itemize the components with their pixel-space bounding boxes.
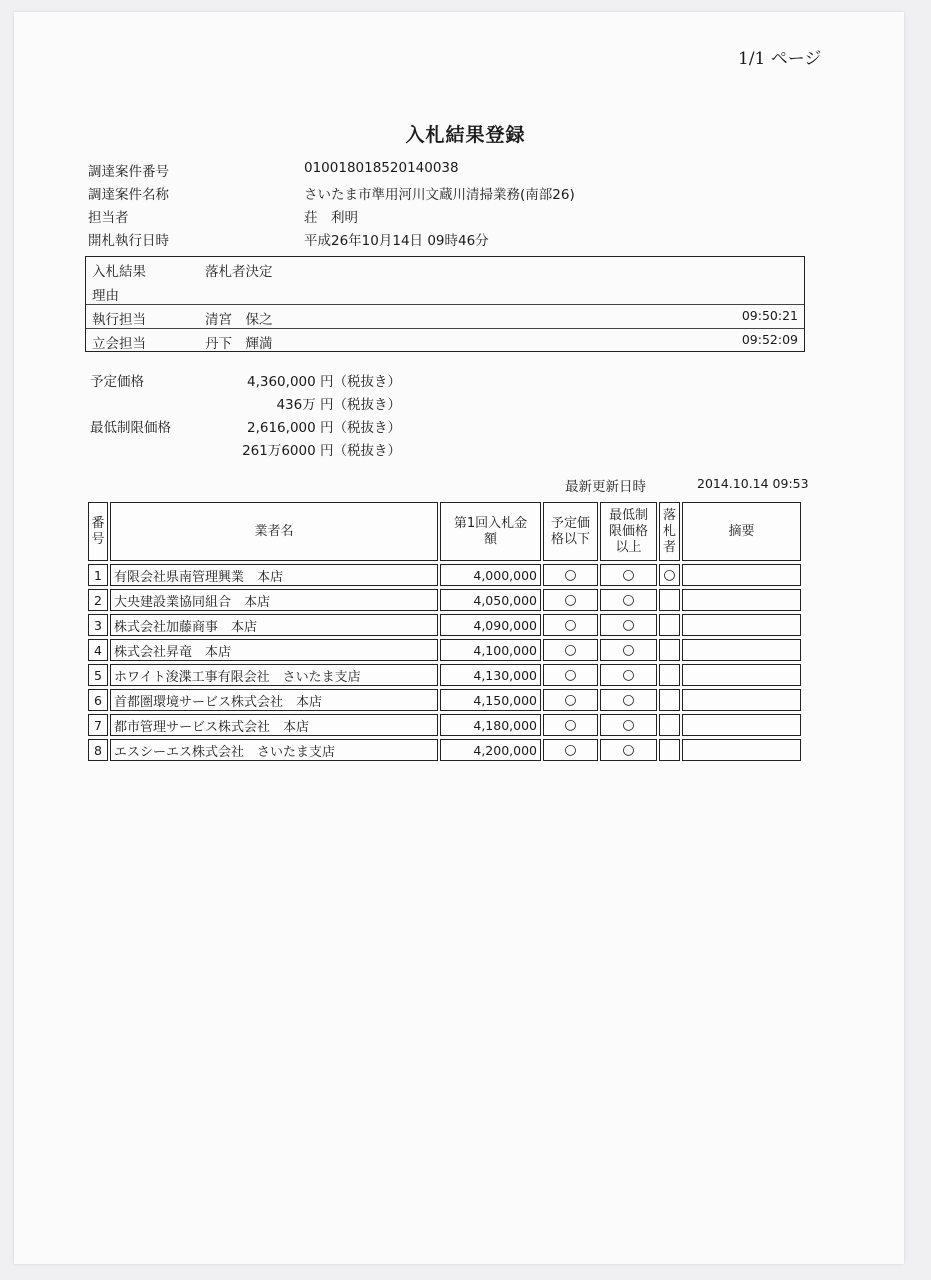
witness-row bbox=[86, 328, 804, 352]
witness-label: 立会担当 bbox=[92, 336, 146, 352]
witness-time: 09:52:09 bbox=[741, 332, 798, 347]
row-remarks-cell bbox=[682, 689, 801, 711]
row-above-minimum-cell: ○ bbox=[600, 589, 657, 611]
header-winner: 落札者 bbox=[659, 502, 680, 561]
procurement-name-label: 調達案件名称 bbox=[88, 187, 169, 203]
header-remarks: 摘要 bbox=[682, 502, 801, 561]
row-above-minimum-cell: ○ bbox=[600, 614, 657, 636]
procurement-number: 010018018520140038 bbox=[304, 160, 459, 176]
row-remarks-cell bbox=[682, 589, 801, 611]
row-company-cell: 株式会社加藤商事 本店 bbox=[110, 614, 438, 636]
row-under-planned-cell: ○ bbox=[543, 639, 598, 661]
row-winner-cell bbox=[659, 714, 680, 736]
planned-price-kanji: 436万 円（税抜き） bbox=[276, 397, 401, 413]
executor-name: 清宮 保之 bbox=[205, 312, 273, 328]
executor-row bbox=[86, 304, 804, 328]
row-remarks-cell bbox=[682, 664, 801, 686]
header-above-minimum: 最低制限価格以上 bbox=[600, 502, 657, 561]
row-amount-cell: 4,050,000 bbox=[440, 589, 541, 611]
row-remarks-cell bbox=[682, 739, 801, 761]
header-number: 番号 bbox=[88, 502, 108, 561]
header-under-planned: 予定価格以下 bbox=[543, 502, 598, 561]
result-row bbox=[86, 257, 804, 280]
row-number-cell: 5 bbox=[88, 664, 108, 686]
result-value: 落札者決定 bbox=[205, 264, 273, 280]
minimum-price-label: 最低制限価格 bbox=[90, 420, 171, 436]
row-above-minimum-cell: ○ bbox=[600, 564, 657, 586]
planned-price: 4,360,000 円（税抜き） bbox=[247, 374, 401, 390]
result-label: 入札結果 bbox=[92, 264, 146, 280]
row-number-cell: 1 bbox=[88, 564, 108, 586]
row-remarks-cell bbox=[682, 714, 801, 736]
row-winner-cell bbox=[659, 639, 680, 661]
row-above-minimum-cell: ○ bbox=[600, 689, 657, 711]
procurement-name: さいたま市準用河川文蔵川清掃業務(南部26) bbox=[304, 187, 575, 203]
row-winner-cell bbox=[659, 664, 680, 686]
row-number-cell: 3 bbox=[88, 614, 108, 636]
person-name: 荘 利明 bbox=[304, 210, 358, 226]
row-number-cell: 2 bbox=[88, 589, 108, 611]
header-company: 業者名 bbox=[110, 502, 438, 561]
row-above-minimum-cell: ○ bbox=[600, 639, 657, 661]
row-amount-cell: 4,100,000 bbox=[440, 639, 541, 661]
row-under-planned-cell: ○ bbox=[543, 664, 598, 686]
row-number-cell: 8 bbox=[88, 739, 108, 761]
row-above-minimum-cell: ○ bbox=[600, 739, 657, 761]
updated-value: 2014.10.14 09:53 bbox=[697, 476, 809, 491]
row-amount-cell: 4,090,000 bbox=[440, 614, 541, 636]
person-label: 担当者 bbox=[88, 210, 129, 226]
row-winner-cell: ○ bbox=[659, 564, 680, 586]
row-amount-cell: 4,150,000 bbox=[440, 689, 541, 711]
opening-datetime: 平成26年10月14日 09時46分 bbox=[304, 233, 489, 249]
row-remarks-cell bbox=[682, 564, 801, 586]
header-amount: 第1回入札金額 bbox=[440, 502, 541, 561]
page-number: 1/1 ページ bbox=[738, 49, 822, 69]
row-company-cell: 首都圏環境サービス株式会社 本店 bbox=[110, 689, 438, 711]
executor-label: 執行担当 bbox=[92, 312, 146, 328]
opening-label: 開札執行日時 bbox=[88, 233, 169, 249]
row-under-planned-cell: ○ bbox=[543, 564, 598, 586]
row-remarks-cell bbox=[682, 639, 801, 661]
row-amount-cell: 4,180,000 bbox=[440, 714, 541, 736]
page-title: 入札結果登録 bbox=[405, 124, 526, 146]
procurement-number-label: 調達案件番号 bbox=[88, 164, 169, 180]
reason-label: 理由 bbox=[92, 288, 119, 304]
row-company-cell: ホワイト浚渫工事有限会社 さいたま支店 bbox=[110, 664, 438, 686]
row-company-cell: 大央建設業協同組合 本店 bbox=[110, 589, 438, 611]
minimum-price: 2,616,000 円（税抜き） bbox=[247, 420, 401, 436]
result-box bbox=[85, 256, 805, 352]
row-under-planned-cell: ○ bbox=[543, 689, 598, 711]
row-under-planned-cell: ○ bbox=[543, 589, 598, 611]
row-number-cell: 7 bbox=[88, 714, 108, 736]
row-under-planned-cell: ○ bbox=[543, 739, 598, 761]
row-winner-cell bbox=[659, 589, 680, 611]
row-winner-cell bbox=[659, 689, 680, 711]
row-remarks-cell bbox=[682, 614, 801, 636]
reason-row bbox=[86, 281, 804, 304]
row-amount-cell: 4,000,000 bbox=[440, 564, 541, 586]
row-winner-cell bbox=[659, 739, 680, 761]
row-under-planned-cell: ○ bbox=[543, 714, 598, 736]
row-company-cell: 株式会社昇竜 本店 bbox=[110, 639, 438, 661]
updated-label: 最新更新日時 bbox=[565, 479, 646, 495]
row-amount-cell: 4,130,000 bbox=[440, 664, 541, 686]
row-number-cell: 6 bbox=[88, 689, 108, 711]
row-company-cell: 都市管理サービス株式会社 本店 bbox=[110, 714, 438, 736]
row-winner-cell bbox=[659, 614, 680, 636]
minimum-price-kanji: 261万6000 円（税抜き） bbox=[242, 443, 401, 459]
planned-price-label: 予定価格 bbox=[90, 374, 144, 390]
row-amount-cell: 4,200,000 bbox=[440, 739, 541, 761]
executor-time: 09:50:21 bbox=[741, 308, 798, 323]
row-above-minimum-cell: ○ bbox=[600, 664, 657, 686]
row-above-minimum-cell: ○ bbox=[600, 714, 657, 736]
row-company-cell: 有限会社県南管理興業 本店 bbox=[110, 564, 438, 586]
row-under-planned-cell: ○ bbox=[543, 614, 598, 636]
witness-name: 丹下 輝満 bbox=[205, 336, 273, 352]
row-number-cell: 4 bbox=[88, 639, 108, 661]
row-company-cell: エスシーエス株式会社 さいたま支店 bbox=[110, 739, 438, 761]
